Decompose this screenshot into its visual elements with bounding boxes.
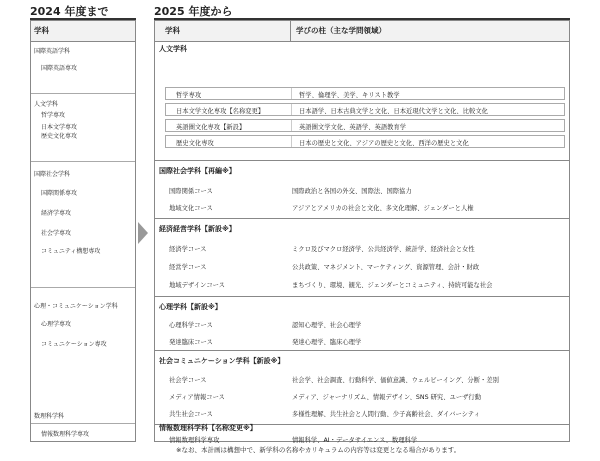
dept-desc: 社会学、社会調査、行動科学、価値意識、ウェルビーイング、分断・差別 [292, 377, 499, 384]
left-block-humanities [31, 93, 135, 162]
dept-name: 経営学コース [169, 264, 207, 271]
row-divider [291, 104, 292, 115]
dept-name: 哲学専攻 [176, 92, 202, 99]
dept-desc: 日本の歴史と文化、アジアの歴史と文化、西洋の歴史と文化 [299, 140, 469, 147]
left-sub: 社会学専攻 [41, 230, 72, 237]
dept-name: 発達臨床コース [169, 339, 213, 346]
left-block-math [31, 413, 135, 442]
left-sub: 歴史文化専攻 [41, 133, 78, 140]
left-faculty: 人文学科 [34, 101, 59, 108]
row-divider [291, 136, 292, 147]
left-block-psych-comm [31, 287, 135, 424]
left-sub: 経済学専攻 [41, 210, 72, 217]
faculty-econ-management [155, 219, 569, 297]
dept-name: 社会学コース [169, 377, 207, 384]
dept-name: 地域文化コース [169, 205, 213, 212]
dept-desc: アジアとアメリカの社会と文化、多文化理解、ジェンダーと人権 [292, 205, 474, 212]
dept-name: 地域デザインコース [169, 282, 225, 289]
dept-desc: 公共政策、マネジメント、マーケティング、資源管理、会計・財政 [292, 264, 480, 271]
right-table-header [155, 21, 569, 42]
row-japanese-lit [165, 103, 565, 116]
dept-name: 経済学コース [169, 246, 207, 253]
faculty-title: 人文学科 [159, 45, 187, 53]
left-sub: コミュニティ構想専攻 [41, 248, 101, 255]
row-divider [291, 88, 292, 99]
left-sub: 哲学専攻 [41, 112, 66, 119]
dept-desc: 情報科学、AI・データサイエンス、数理科学 [292, 437, 418, 444]
faculty-title: 情報数理科学科【名称変更※】 [159, 424, 257, 432]
left-title-text: 2024 年度まで [30, 5, 109, 18]
header-pillars: 学びの柱（主な学問領域） [296, 26, 386, 35]
dept-name: 情報数理科学専攻 [169, 437, 220, 444]
faculty-info-math [155, 424, 569, 444]
left-faculty: 心理・コミュニケーション学科 [34, 303, 118, 310]
dept-name: 日本文学文化専攻【名称変更】 [176, 108, 265, 115]
left-table-header: 学科 [31, 21, 135, 42]
right-title [154, 3, 232, 19]
dept-desc: まちづくり、環境、観光、ジェンダーとコミュニティ、持続可能な社会 [292, 282, 493, 289]
row-divider [291, 120, 292, 131]
left-sub: 国際関係専攻 [41, 190, 78, 197]
left-block-intl-society [31, 161, 135, 288]
row-philosophy [165, 87, 565, 100]
left-sub: 日本文学専攻 [41, 124, 78, 131]
table-2024 [30, 20, 136, 442]
faculty-title: 国際社会学科【再編※】 [159, 167, 236, 175]
dept-name: 国際関係コース [169, 188, 213, 195]
transition-arrow-icon [138, 222, 148, 244]
faculty-social-communication [155, 351, 569, 425]
left-sub: コミュニケーション専攻 [41, 341, 107, 348]
left-sub: 情報数理科学専攻 [41, 431, 90, 438]
left-faculty: 国際英語学科 [34, 48, 71, 55]
left-sub: 心理学専攻 [41, 321, 72, 328]
dept-desc: 哲学、倫理学、美学、キリスト教学 [299, 92, 400, 99]
dept-desc: 発達心理学、臨床心理学 [292, 339, 362, 346]
footnote: ※なお、本計画は構想中で、新学科の名称やカリキュラムの内容等は変更となる場合があります。 [176, 446, 461, 454]
dept-desc: 英語圏文学文化、英語学、英語教育学 [299, 124, 407, 131]
dept-name: メディア情報コース [169, 394, 225, 401]
dept-desc: ミクロ及びマクロ経済学、公共経済学、統計学、経済社会と女性 [292, 246, 475, 253]
dept-name: 共生社会コース [169, 411, 213, 418]
faculty-humanities [155, 41, 569, 161]
dept-desc: 日本語学、日本古典文学と文化、日本近現代文学と文化、比較文化 [299, 108, 488, 115]
dept-desc: 多様性理解、共生社会と人間行動、少子高齢社会、ダイバーシティ [292, 411, 481, 418]
right-title-text: 2025 年度から [154, 5, 233, 18]
header-divider [290, 21, 291, 41]
faculty-psychology [155, 297, 569, 351]
left-title [30, 3, 108, 19]
left-faculty: 数理科学科 [34, 413, 65, 420]
row-history [165, 135, 565, 148]
dept-name: 歴史文化専攻 [176, 140, 214, 147]
dept-desc: 国際政治と各国の外交、国際法、国際協力 [292, 188, 412, 195]
faculty-title: 社会コミュニケーション学科【新設※】 [159, 357, 285, 365]
faculty-title: 心理学科【新設※】 [159, 303, 222, 311]
faculty-intl-society [155, 161, 569, 219]
left-faculty: 国際社会学科 [34, 171, 71, 178]
row-english-culture [165, 119, 565, 132]
dept-desc: 認知心理学、社会心理学 [292, 322, 362, 329]
dept-name: 心理科学コース [169, 322, 213, 329]
faculty-title: 経済経営学科【新設※】 [159, 225, 236, 233]
header-dept: 学科 [165, 26, 180, 35]
dept-desc: メディア、ジャーナリズム、情報デザイン、SNS 研究、ユーザ行動 [292, 394, 482, 401]
left-block-english [31, 41, 135, 94]
dept-name: 英語圏文化専攻【新設】 [176, 124, 246, 131]
left-sub: 国際英語専攻 [41, 65, 78, 72]
table-2025 [154, 20, 570, 442]
